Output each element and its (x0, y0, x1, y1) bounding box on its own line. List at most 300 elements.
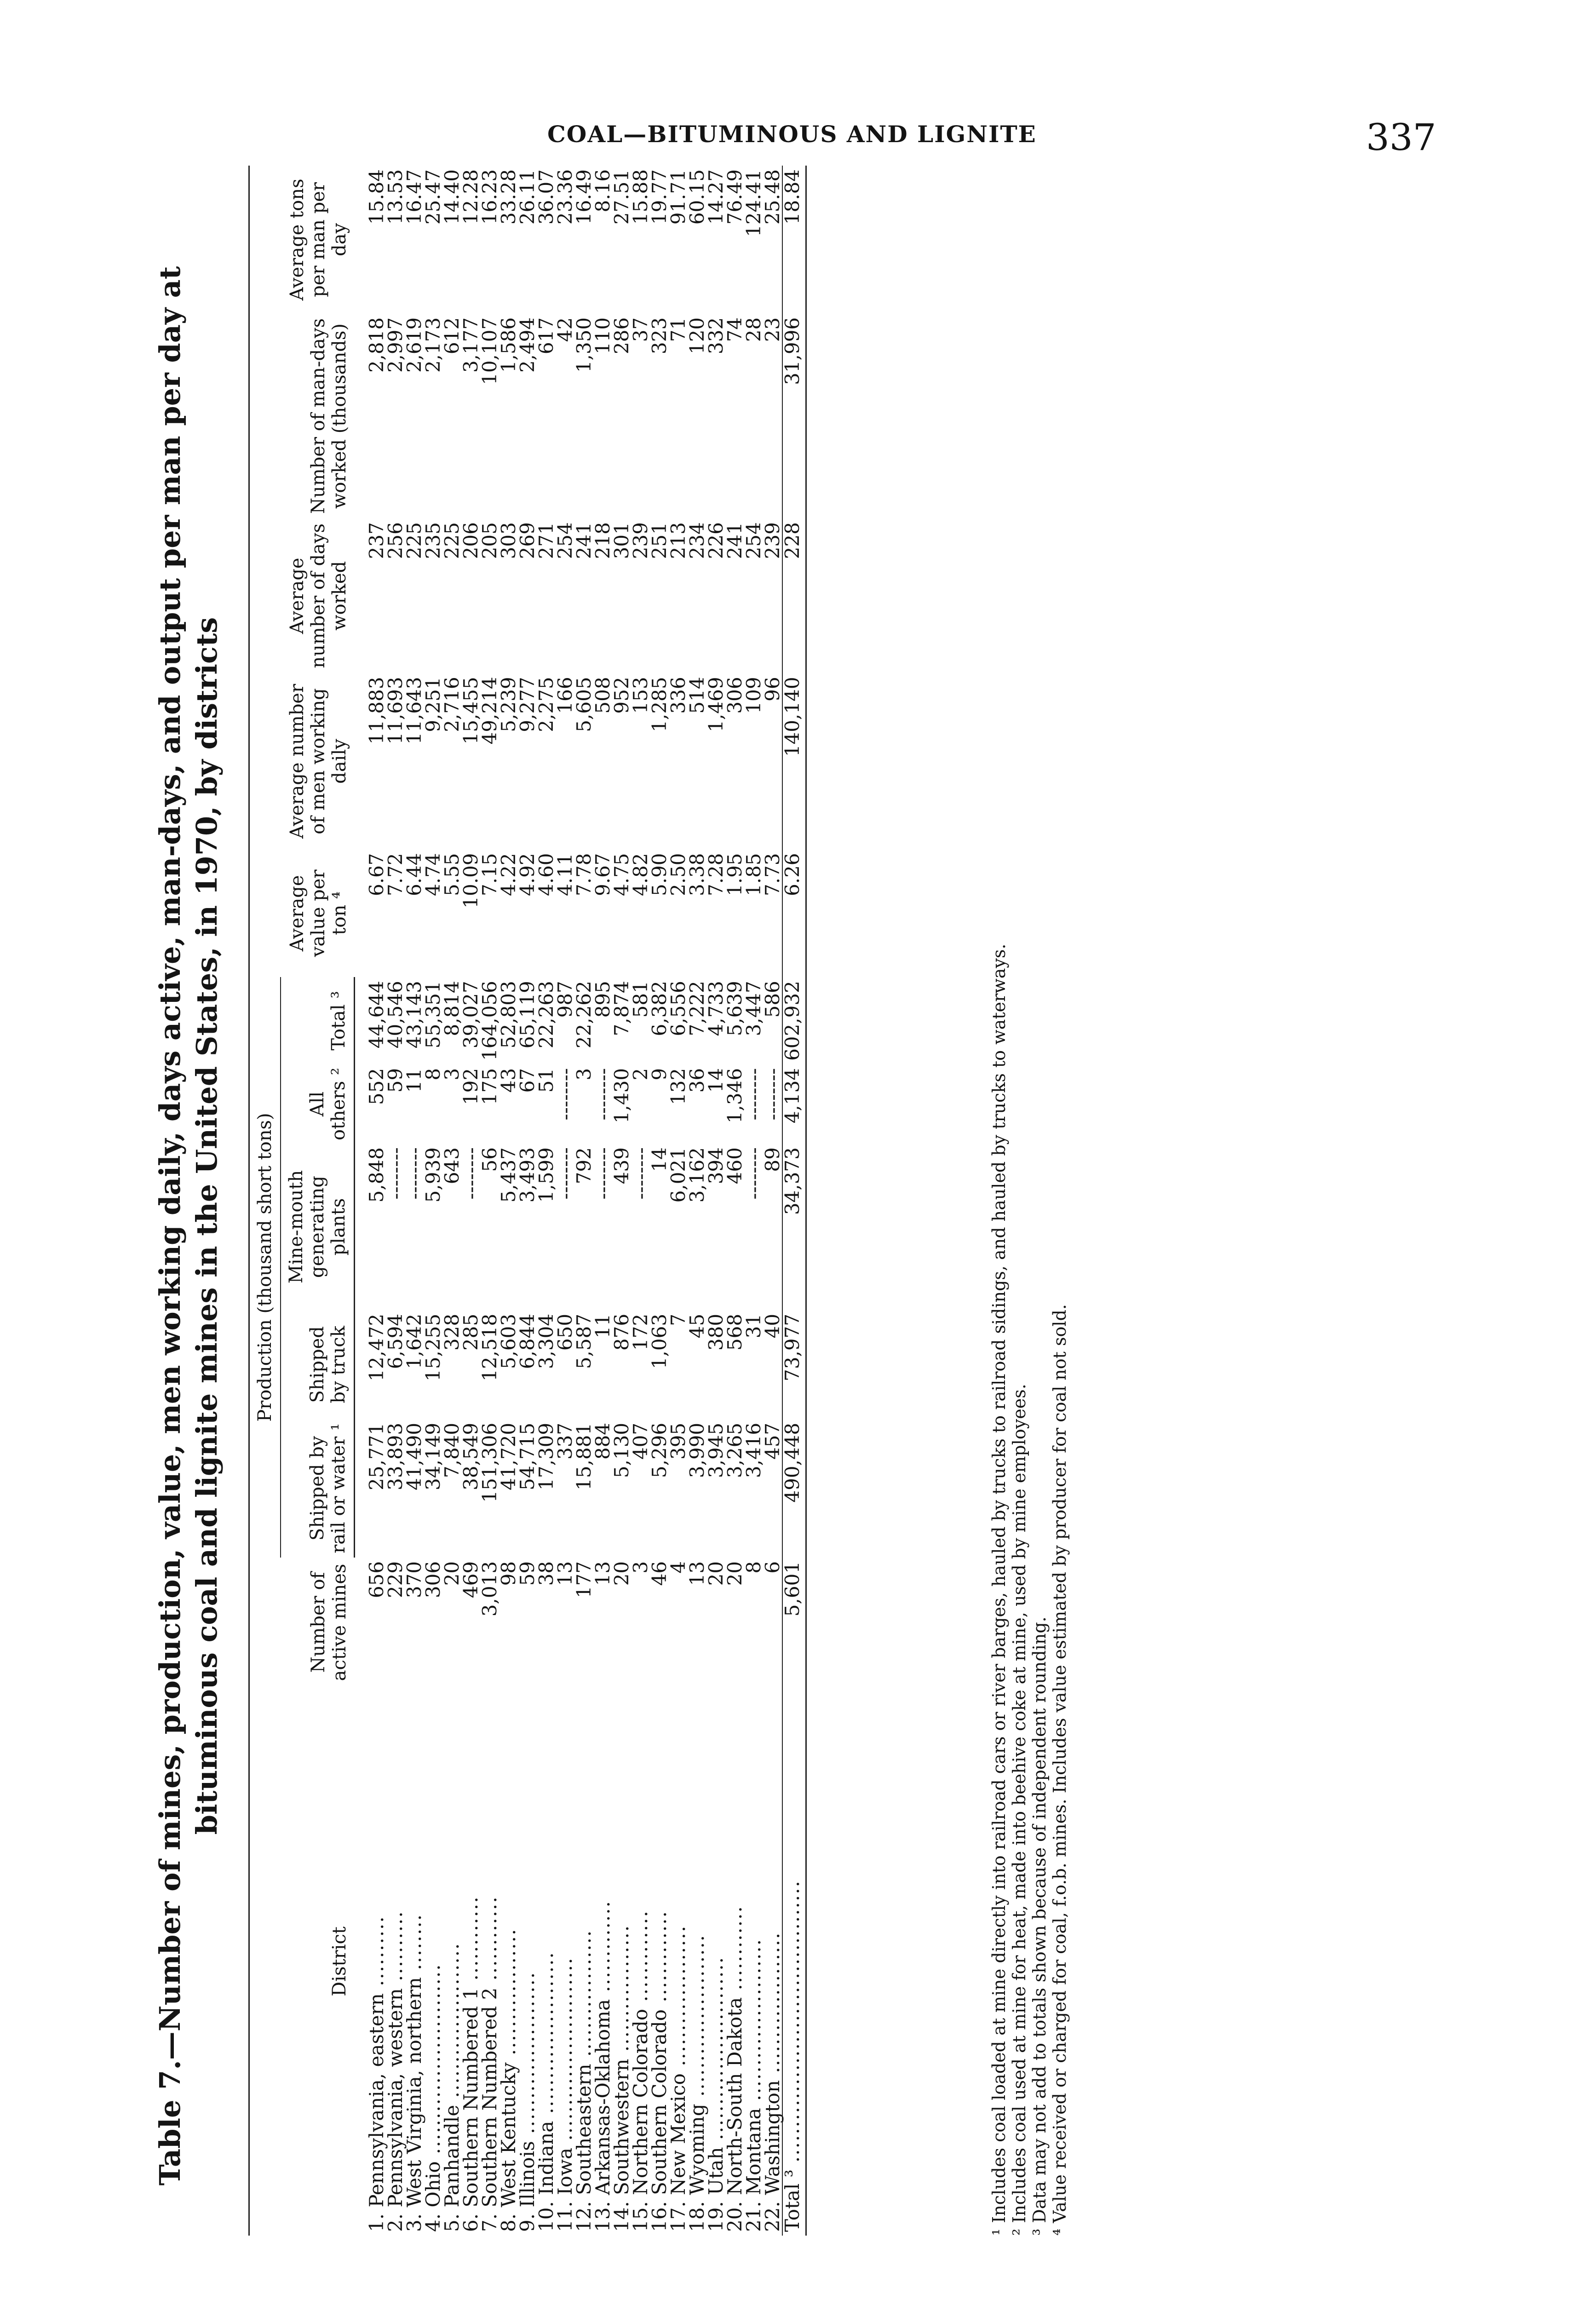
table-row (688, 166, 706, 2236)
table-row (650, 166, 669, 2236)
cell-truck: 6,844 (516, 1313, 539, 1369)
cell-men: 306 (723, 677, 746, 714)
header-men: Average number of men working daily (249, 673, 355, 849)
cell-minemouth: 5,848 (365, 1147, 388, 1203)
cell-value: 7.78 (573, 853, 595, 896)
table-row (631, 166, 650, 2236)
cell-minemouth: -------- (554, 1147, 576, 1200)
cell-rail: 41,720 (497, 1422, 520, 1490)
cell-mandays: 2,173 (422, 317, 444, 373)
cell-others: -------- (742, 1068, 765, 1121)
cell-value: 5.90 (648, 853, 671, 896)
cell-mines: 8 (742, 1561, 765, 1574)
cell-days: 226 (705, 522, 727, 559)
table-row (612, 166, 631, 2236)
total-value: 6.26 (782, 849, 802, 977)
cell-days: 241 (573, 522, 595, 559)
cell-minemouth: 394 (705, 1147, 727, 1184)
district-name: 11. Iowa .......................... (554, 1957, 576, 2232)
cell-men: 952 (610, 677, 633, 714)
cell-total: 895 (591, 981, 614, 1018)
cell-tons: 26.11 (516, 169, 539, 225)
district-name: 21. Montana ....................... (742, 1938, 765, 2232)
table-row (574, 166, 593, 2236)
table-title-line-2: bituminous coal and lignite mines in the United States, in 1970, by districts (190, 617, 224, 1835)
cell-others: 175 (478, 1068, 501, 1105)
cell-value: 10.09 (459, 853, 482, 908)
cell-minemouth: -------- (384, 1147, 407, 1200)
cell-days: 251 (648, 522, 671, 559)
header-others: All others ² (281, 1064, 355, 1144)
district-name: 10. Indiana ....................... (535, 1951, 557, 2232)
cell-days: 241 (723, 522, 746, 559)
cell-tons: 13.53 (384, 169, 407, 225)
cell-others: 59 (384, 1068, 407, 1093)
cell-rail: 15,881 (573, 1422, 595, 1490)
cell-total: 22,262 (573, 981, 595, 1049)
cell-others: 11 (403, 1068, 425, 1093)
cell-mines: 38 (535, 1561, 557, 1586)
header-days: Average number of days worked (249, 518, 355, 673)
cell-value: 2.50 (667, 853, 689, 896)
cell-tons: 15.88 (629, 169, 652, 225)
district-name: 1. Pennsylvania, eastern .......... (365, 1915, 388, 2232)
cell-men: 9,277 (516, 677, 539, 732)
cell-others: 3 (441, 1068, 463, 1081)
cell-mines: 656 (365, 1561, 388, 1598)
cell-value: 4.75 (610, 853, 633, 896)
cell-mines: 13 (591, 1561, 614, 1586)
cell-tons: 15.84 (365, 169, 388, 225)
cell-truck: 12,472 (365, 1313, 388, 1381)
cell-days: 254 (554, 522, 576, 559)
cell-mines: 177 (573, 1561, 595, 1598)
cell-truck: 1,063 (648, 1313, 671, 1369)
cell-men: 1,285 (648, 677, 671, 732)
table-row (706, 166, 725, 2236)
total-mandays: 31,996 (782, 314, 802, 518)
cell-value: 6.44 (403, 853, 425, 896)
cell-mandays: 612 (441, 317, 463, 355)
cell-truck: 876 (610, 1313, 633, 1351)
cell-minemouth: 3,493 (516, 1147, 539, 1203)
table-row (537, 166, 556, 2236)
cell-rail: 5,130 (610, 1422, 633, 1478)
rotated-table-block (152, 87, 1085, 2300)
cell-rail: 3,990 (686, 1422, 708, 1478)
cell-minemouth: -------- (591, 1147, 614, 1200)
cell-others: 14 (705, 1068, 727, 1093)
cell-mandays: 1,350 (573, 317, 595, 373)
header-production-group: Production (thousand short tons) (249, 977, 281, 1558)
header-truck: Shipped by truck (281, 1310, 355, 1419)
cell-mines: 3,013 (478, 1561, 501, 1617)
cell-rail: 5,296 (648, 1422, 671, 1478)
cell-mandays: 2,997 (384, 317, 407, 373)
cell-value: 7.15 (478, 853, 501, 896)
cell-mandays: 332 (705, 317, 727, 355)
district-name: 2. Pennsylvania, western .......... (384, 1910, 407, 2232)
cell-rail: 457 (761, 1422, 784, 1460)
cell-value: 5.55 (441, 853, 463, 896)
cell-value: 7.28 (705, 853, 727, 896)
cell-men: 11,883 (365, 677, 388, 745)
cell-truck: 172 (629, 1313, 652, 1351)
cell-total: 40,546 (384, 981, 407, 1049)
district-name: 5. Panhandle ...................... (441, 1942, 463, 2232)
footnote-1: ¹ Includes coal loaded at mine directly into railroad cars or river barges, hauled by trucks to railroad sidings, and hauled by trucks to waterways. (989, 943, 1009, 2236)
header-tons: Average tons per man per day (249, 166, 355, 314)
cell-days: 205 (478, 522, 501, 559)
cell-truck: 40 (761, 1313, 784, 1339)
cell-total: 987 (554, 981, 576, 1018)
cell-days: 269 (516, 522, 539, 559)
cell-rail: 884 (591, 1422, 614, 1460)
table-row (424, 166, 442, 2236)
cell-value: 7.73 (761, 853, 784, 896)
cell-rail: 7,840 (441, 1422, 463, 1478)
header-minemouth: Mine-mouth generating plants (281, 1144, 355, 1310)
cell-others: -------- (591, 1068, 614, 1121)
cell-men: 15,455 (459, 677, 482, 745)
cell-mines: 370 (403, 1561, 425, 1598)
cell-mines: 20 (610, 1561, 633, 1586)
cell-minemouth: -------- (459, 1147, 482, 1200)
table-row (744, 166, 763, 2236)
cell-men: 9,251 (422, 677, 444, 732)
cell-total: 4,733 (705, 981, 727, 1036)
cell-total: 5,639 (723, 981, 746, 1036)
cell-days: 218 (591, 522, 614, 559)
cell-truck: 12,518 (478, 1313, 501, 1381)
cell-total: 164,056 (478, 981, 501, 1061)
cell-mandays: 28 (742, 317, 765, 342)
cell-minemouth: 14 (648, 1147, 671, 1172)
cell-truck: 31 (742, 1313, 765, 1339)
cell-others: 1,430 (610, 1068, 633, 1124)
cell-rail: 17,309 (535, 1422, 557, 1490)
district-name: 13. Arkansas-Oklahoma ............. (591, 1900, 614, 2232)
cell-mines: 13 (686, 1561, 708, 1586)
cell-others: 9 (648, 1068, 671, 1081)
cell-rail: 151,306 (478, 1422, 501, 1503)
cell-minemouth: -------- (629, 1147, 652, 1200)
cell-rail: 41,490 (403, 1422, 425, 1490)
cell-total: 44,644 (365, 981, 388, 1049)
cell-minemouth: 1,599 (535, 1147, 557, 1203)
table-row (461, 166, 480, 2236)
table-row (405, 166, 424, 2236)
cell-tons: 16.47 (403, 169, 425, 225)
cell-days: 254 (742, 522, 765, 559)
cell-days: 234 (686, 522, 708, 559)
cell-days: 213 (667, 522, 689, 559)
cell-tons: 33.28 (497, 169, 520, 225)
cell-total: 6,556 (667, 981, 689, 1036)
total-days: 228 (782, 518, 802, 673)
cell-men: 5,605 (573, 677, 595, 732)
cell-minemouth: 460 (723, 1147, 746, 1184)
cell-mines: 6 (761, 1561, 784, 1574)
cell-mandays: 323 (648, 317, 671, 355)
cell-men: 336 (667, 677, 689, 714)
cell-minemouth: 439 (610, 1147, 633, 1184)
district-name: 8. West Kentucky .................. (497, 1928, 520, 2232)
district-name: 9. Illinois ....................... (516, 1971, 539, 2232)
cell-value: 4.60 (535, 853, 557, 896)
cell-mandays: 2,494 (516, 317, 539, 373)
cell-days: 225 (441, 522, 463, 559)
cell-days: 256 (384, 522, 407, 559)
cell-mines: 306 (422, 1561, 444, 1598)
cell-tons: 23.36 (554, 169, 576, 225)
cell-truck: 380 (705, 1313, 727, 1351)
cell-days: 235 (422, 522, 444, 559)
cell-total: 39,027 (459, 981, 482, 1049)
total-men: 140,140 (782, 673, 802, 849)
total-others: 4,134 (782, 1064, 802, 1144)
cell-men: 508 (591, 677, 614, 714)
cell-men: 49,214 (478, 677, 501, 745)
cell-men: 96 (761, 677, 784, 702)
cell-value: 3.38 (686, 853, 708, 896)
footnote-4: ⁴ Value received or charged for coal, f.o.b. mines. Includes value estimated by producer for coal not sold. (1050, 1304, 1070, 2236)
district-name: 17. New Mexico .................... (667, 1925, 689, 2232)
cell-days: 303 (497, 522, 520, 559)
cell-total: 3,447 (742, 981, 765, 1036)
cell-total: 65,119 (516, 981, 539, 1049)
cell-mandays: 1,586 (497, 317, 520, 373)
header-mandays: Number of man-days worked (thousands) (249, 314, 355, 518)
cell-others: 3 (573, 1068, 595, 1081)
cell-total: 581 (629, 981, 652, 1018)
cell-minemouth: 56 (478, 1147, 501, 1172)
cell-mines: 46 (648, 1561, 671, 1586)
cell-tons: 36.07 (535, 169, 557, 225)
cell-mandays: 74 (723, 317, 746, 342)
cell-mandays: 23 (761, 317, 784, 342)
table-row (669, 166, 688, 2236)
running-head: COAL—BITUMINOUS AND LIGNITE (547, 121, 1037, 148)
cell-mandays: 617 (535, 317, 557, 355)
cell-minemouth: 3,162 (686, 1147, 708, 1203)
cell-rail: 395 (667, 1422, 689, 1460)
cell-days: 271 (535, 522, 557, 559)
cell-tons: 8.16 (591, 169, 614, 213)
footnote-3: ³ Data may not add to totals shown because of independent rounding. (1029, 1616, 1050, 2236)
district-name: 16. Southern Colorado ............. (648, 1910, 671, 2232)
cell-men: 166 (554, 677, 576, 714)
cell-men: 2,275 (535, 677, 557, 732)
footnotes (989, 166, 1070, 2236)
cell-truck: 5,587 (573, 1313, 595, 1369)
cell-days: 239 (629, 522, 652, 559)
cell-rail: 3,265 (723, 1422, 746, 1478)
cell-rail: 25,771 (365, 1422, 388, 1490)
cell-mines: 4 (667, 1561, 689, 1574)
cell-value: 1.85 (742, 853, 765, 896)
cell-value: 1.95 (723, 853, 746, 896)
cell-tons: 76.49 (723, 169, 746, 225)
cell-total: 8,814 (441, 981, 463, 1036)
table-row (480, 166, 499, 2236)
district-name: 3. West Virginia, northern ........ (403, 1914, 425, 2232)
cell-tons: 91.71 (667, 169, 689, 225)
cell-others: 51 (535, 1068, 557, 1093)
cell-tons: 124.41 (742, 169, 765, 237)
cell-men: 514 (686, 677, 708, 714)
cell-value: 6.67 (365, 853, 388, 896)
cell-mines: 20 (441, 1561, 463, 1586)
table-title (152, 87, 225, 2300)
total-truck: 73,977 (782, 1310, 802, 1419)
cell-others: 67 (516, 1068, 539, 1093)
cell-mandays: 2,619 (403, 317, 425, 373)
table-row (367, 166, 386, 2236)
total-total: 602,932 (782, 977, 802, 1064)
cell-mines: 98 (497, 1561, 520, 1586)
cell-tons: 25.48 (761, 169, 784, 225)
cell-total: 55,351 (422, 981, 444, 1049)
cell-rail: 3,416 (742, 1422, 765, 1478)
cell-minemouth: 5,437 (497, 1147, 520, 1203)
cell-value: 7.72 (384, 853, 407, 896)
district-name: 4. Ohio ........................... (422, 1963, 444, 2232)
cell-minemouth: 6,021 (667, 1147, 689, 1203)
cell-truck: 650 (554, 1313, 576, 1351)
cell-mines: 20 (723, 1561, 746, 1586)
cell-value: 4.74 (422, 853, 444, 896)
table-row (556, 166, 574, 2236)
cell-mandays: 3,177 (459, 317, 482, 373)
cell-total: 586 (761, 981, 784, 1018)
total-label: Total ³ ........................................ (782, 1687, 802, 2236)
cell-days: 239 (761, 522, 784, 559)
cell-truck: 3,304 (535, 1313, 557, 1369)
cell-rail: 33,893 (384, 1422, 407, 1490)
total-minemouth: 34,373 (782, 1144, 802, 1310)
cell-truck: 5,603 (497, 1313, 520, 1369)
cell-mandays: 71 (667, 317, 689, 342)
cell-mandays: 10,107 (478, 317, 501, 385)
cell-rail: 34,149 (422, 1422, 444, 1490)
cell-rail: 38,549 (459, 1422, 482, 1490)
cell-value: 4.11 (554, 853, 576, 896)
cell-minemouth: 792 (573, 1147, 595, 1184)
cell-total: 7,222 (686, 981, 708, 1036)
cell-tons: 25.47 (422, 169, 444, 225)
cell-total: 22,263 (535, 981, 557, 1049)
cell-tons: 16.49 (573, 169, 595, 225)
cell-rail: 3,945 (705, 1422, 727, 1478)
table-title-line-1: Table 7.—Number of mines, production, value, men working daily, days active, man-days, and output per man per day at (153, 266, 187, 2186)
cell-tons: 60.15 (686, 169, 708, 225)
page-number: 337 (1366, 116, 1436, 159)
cell-truck: 1,642 (403, 1313, 425, 1369)
cell-tons: 27.51 (610, 169, 633, 225)
cell-mandays: 37 (629, 317, 652, 342)
header-total: Total ³ (281, 977, 355, 1064)
cell-truck: 6,594 (384, 1313, 407, 1369)
district-name: 7. Southern Numbered 2 ............ (478, 1896, 501, 2232)
cell-men: 11,643 (403, 677, 425, 745)
cell-rail: 407 (629, 1422, 652, 1460)
cell-others: 8 (422, 1068, 444, 1081)
districts-table (248, 166, 807, 2236)
district-name: 14. Southwestern .................. (610, 1924, 633, 2232)
cell-others: 1,346 (723, 1068, 746, 1124)
cell-truck: 328 (441, 1313, 463, 1351)
district-name: 19. Utah .......................... (705, 1956, 727, 2232)
cell-tons: 19.77 (648, 169, 671, 225)
cell-tons: 16.23 (478, 169, 501, 225)
cell-value: 9.67 (591, 853, 614, 896)
cell-mines: 20 (705, 1561, 727, 1586)
cell-value: 4.92 (516, 853, 539, 896)
cell-total: 52,803 (497, 981, 520, 1049)
cell-others: 43 (497, 1068, 520, 1093)
table-row (499, 166, 518, 2236)
cell-mines: 469 (459, 1561, 482, 1598)
cell-days: 301 (610, 522, 633, 559)
cell-others: 552 (365, 1068, 388, 1105)
cell-others: 192 (459, 1068, 482, 1105)
cell-truck: 45 (686, 1313, 708, 1339)
cell-minemouth: 5,939 (422, 1147, 444, 1203)
header-value: Average value per ton ⁴ (249, 849, 355, 977)
table-row (725, 166, 744, 2236)
cell-truck: 7 (667, 1313, 689, 1326)
cell-men: 1,469 (705, 677, 727, 732)
table-row (442, 166, 461, 2236)
cell-others: 2 (629, 1068, 652, 1081)
cell-men: 109 (742, 677, 765, 714)
cell-men: 2,716 (441, 677, 463, 732)
cell-mines: 13 (554, 1561, 576, 1586)
total-tons: 18.84 (782, 166, 802, 314)
cell-value: 4.22 (497, 853, 520, 896)
cell-mandays: 286 (610, 317, 633, 355)
footnote-2: ² Includes coal used at mine for heat, made into beehive coke at mine, used by mine employees. (1009, 1384, 1029, 2236)
cell-minemouth: -------- (742, 1147, 765, 1200)
total-row (782, 166, 802, 2236)
district-name: 12. Southeastern .................. (573, 1929, 595, 2232)
cell-mines: 229 (384, 1561, 407, 1598)
cell-mandays: 110 (591, 317, 614, 355)
district-name: 22. Washington .................... (761, 1932, 784, 2232)
cell-mandays: 2,818 (365, 317, 388, 373)
cell-others: 132 (667, 1068, 689, 1105)
header-district: District (249, 1687, 355, 2236)
cell-tons: 14.40 (441, 169, 463, 225)
cell-truck: 568 (723, 1313, 746, 1351)
cell-truck: 285 (459, 1313, 482, 1351)
cell-rail: 337 (554, 1422, 576, 1460)
header-rail: Shipped by rail or water ¹ (281, 1419, 355, 1558)
cell-truck: 11 (591, 1313, 614, 1339)
cell-others: -------- (761, 1068, 784, 1121)
table-row (593, 166, 612, 2236)
district-name: 18. Wyoming ....................... (686, 1934, 708, 2232)
district-name: 20. North-South Dakota ............ (723, 1905, 746, 2232)
cell-rail: 54,715 (516, 1422, 539, 1490)
cell-minemouth: 643 (441, 1147, 463, 1184)
cell-value: 4.82 (629, 853, 652, 896)
cell-men: 153 (629, 677, 652, 714)
cell-men: 5,239 (497, 677, 520, 732)
cell-mines: 59 (516, 1561, 539, 1586)
cell-others: -------- (554, 1068, 576, 1121)
